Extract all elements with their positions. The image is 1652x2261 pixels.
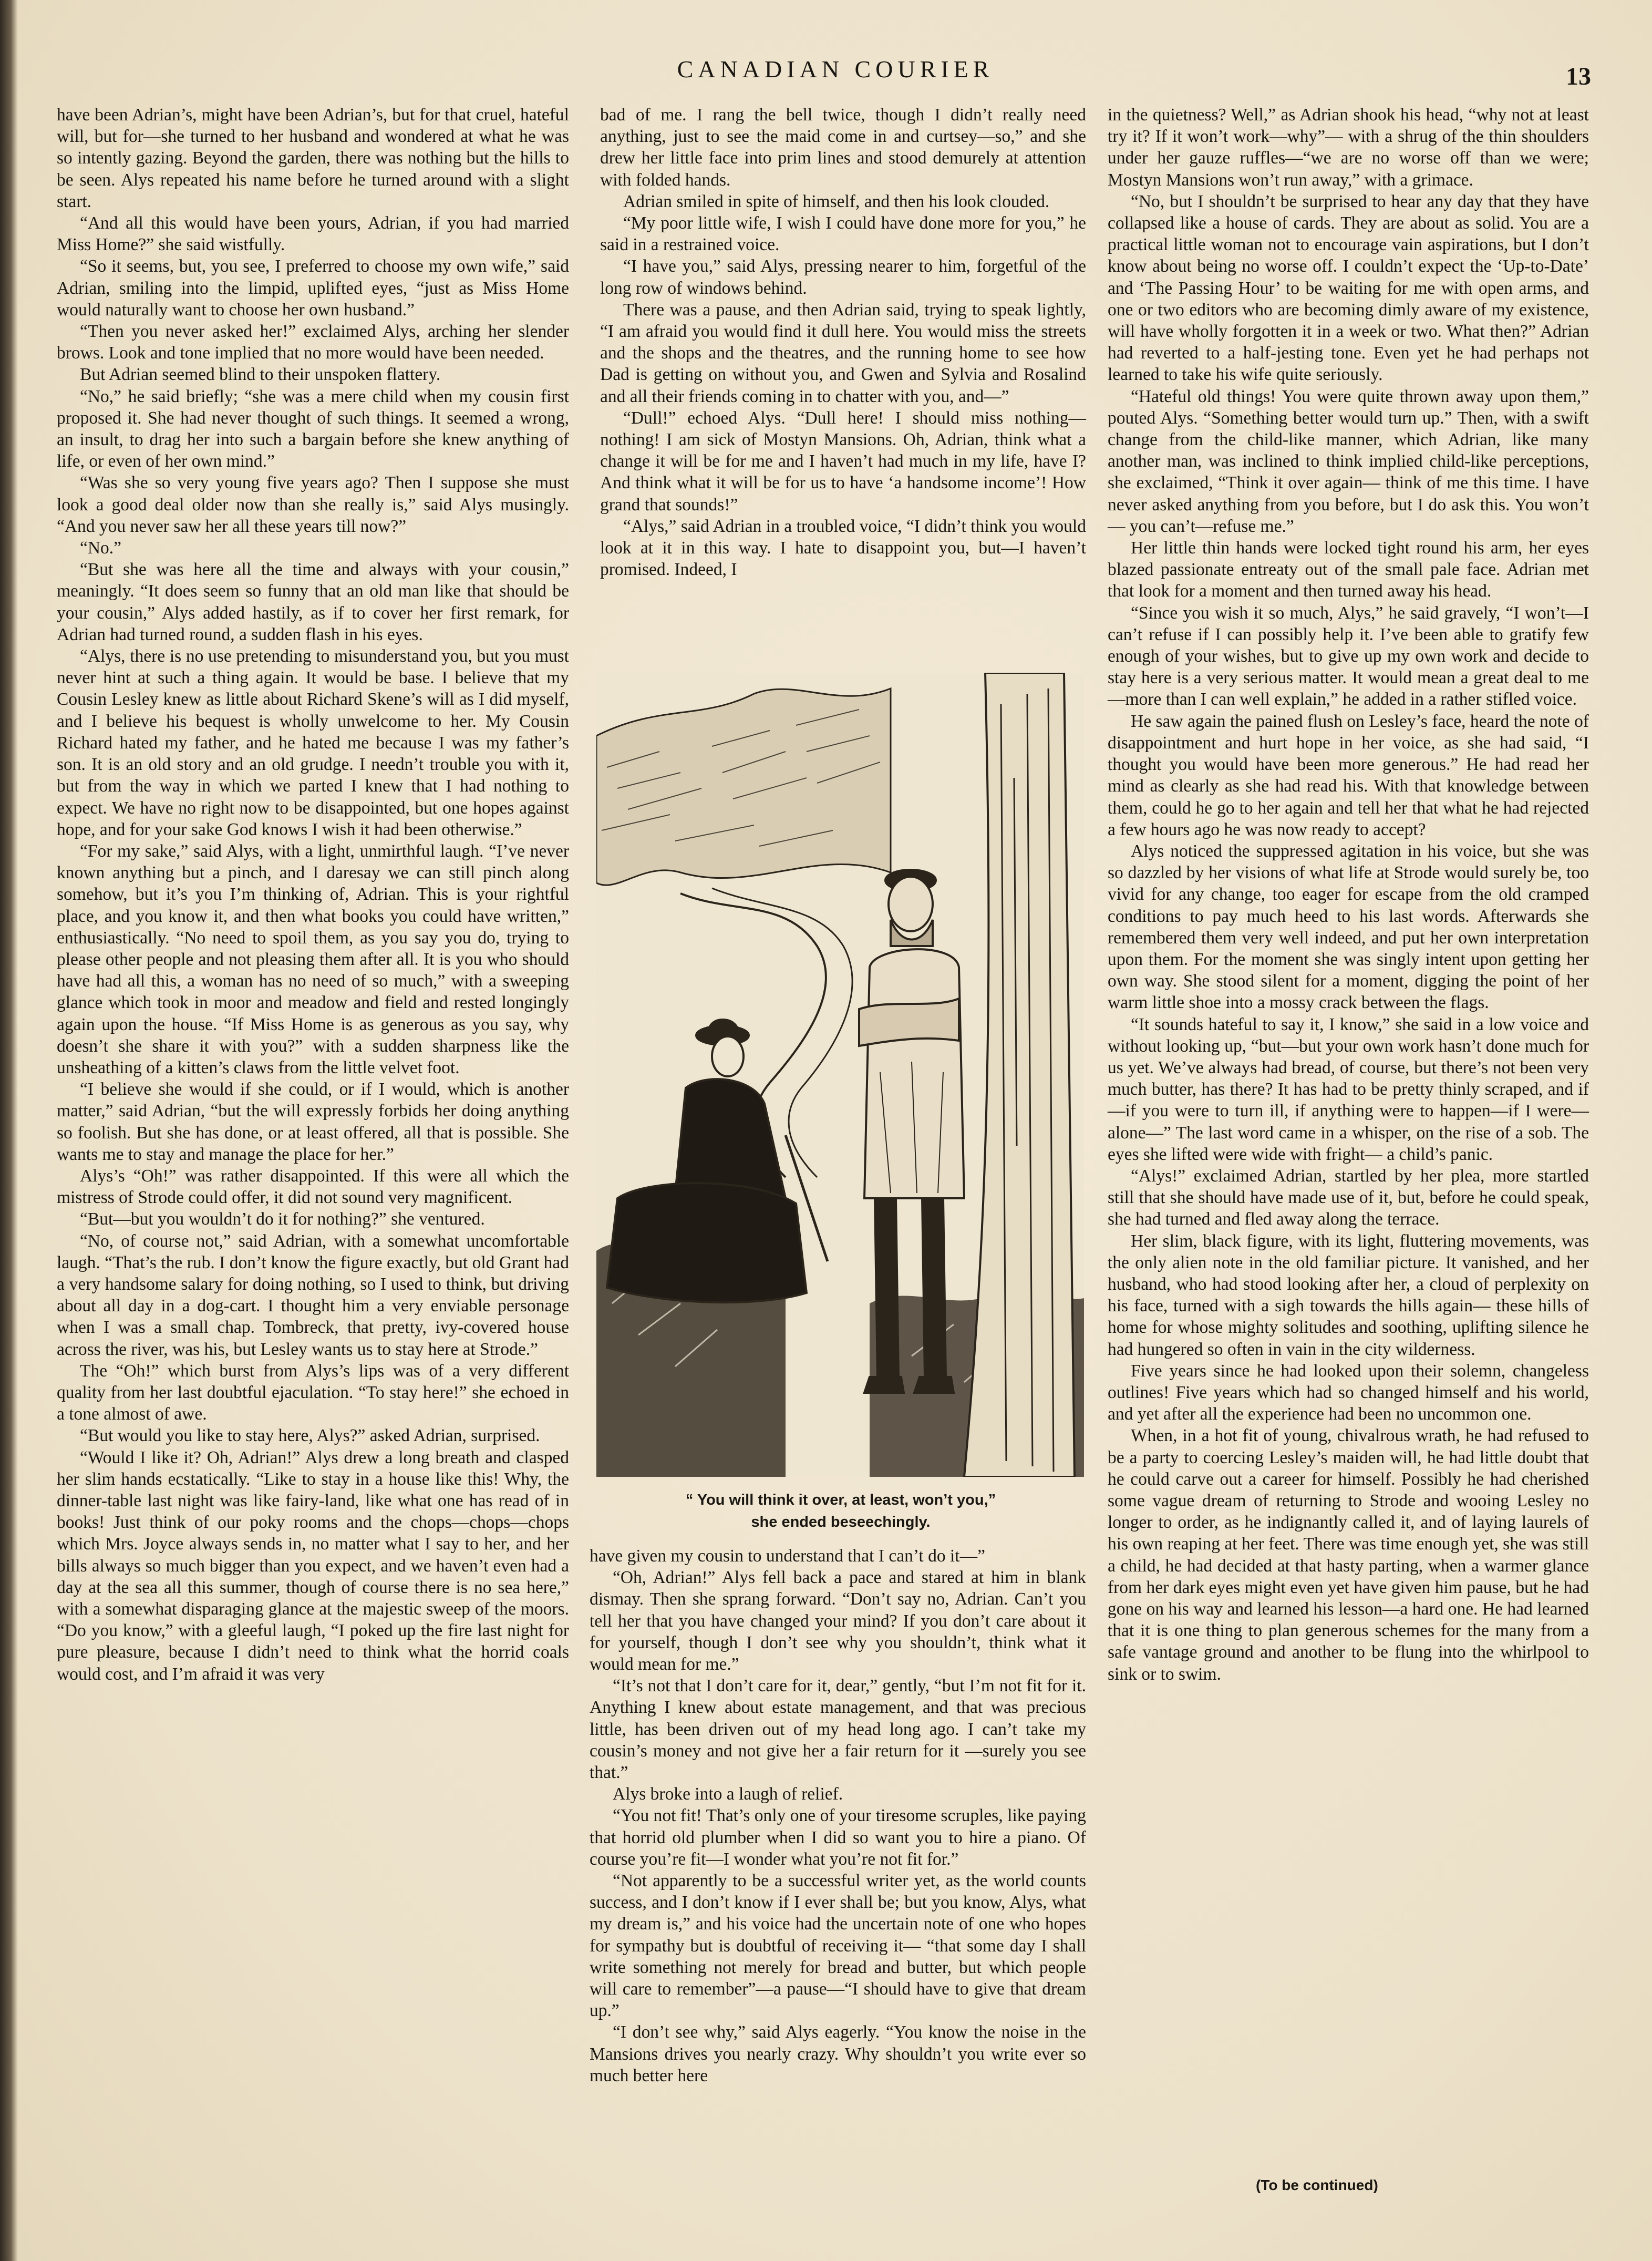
paragraph: Alys noticed the suppressed agitation in his voice, but she was so dazzled by her visions of what life at Strode would surely be, too vivid for any change, too eager for escape from the old cramped conditions to pay much heed to his last words. Afterwards she remembered them very well indeed, and put her own interpretation upon them. For the moment she was singly intent upon getting her own way. She stood silent for a moment, digging the point of her warm little shoe into a mossy crack between the flags. xyxy=(1108,841,1589,1013)
paragraph: “Dull!” echoed Alys. “Dull here! I should miss nothing—nothing! I am sick of Mostyn Mansions. Oh, Adrian, think what a change it will be for me and I haven’t had much in my life, have I? And think what it will be for us to have ‘a handsome income’! How grand that sounds!” xyxy=(600,408,1086,515)
paragraph: “And all this would have been yours, Adrian, if you had married Miss Home?” she said wistfully. xyxy=(57,213,569,255)
paragraph: When, in a hot fit of young, chivalrous wrath, he had refused to be a party to coercing Lesley’s maiden will, he had little doubt that he could carve out a career for himself. Possibly he had cherished some vague dream of returning to Strode and wooing Lesley no longer to order, as he indignantly called it, and of laying laurels of his own reaping at her feet. There was time enough yet, she was still a child, he had decided at that hasty parting, when a warmer glance from her dark eyes might even yet have given him pause, but he had gone on his way and learned his lesson—a hard one. He had learned that it is one thing to plan generous schemes for the many from a safe vantage ground and another to be flung into the whirlpool to sink or to swim. xyxy=(1108,1426,1589,1684)
paragraph: bad of me. I rang the bell twice, though I didn’t really need anything, just to see the maid come in and curtsey—so,” and she drew her little face into prim lines and stood demurely at attention with folded hands. xyxy=(600,105,1086,190)
paragraph: But Adrian seemed blind to their unspoken flattery. xyxy=(80,365,441,385)
paragraph: Adrian smiled in spite of himself, and then his look clouded. xyxy=(623,191,1050,211)
paragraph: “Was she so very young five years ago? Then I suppose she must look a good deal older now than she really is,” said Alys musingly. “And you never saw her all these years till now?” xyxy=(57,473,569,536)
paragraph: Her slim, black figure, with its light, fluttering movements, was the only alien note in the old familiar picture. It vanished, and her husband, who had stood looking after her, a cloud of perplexity on his face, turned with a sigh towards the hills again— these hills of home for whose mighty solitudes and soothing, uplifting silence he had hungered so often in vain in the city wilderness. xyxy=(1108,1231,1589,1359)
paragraph: “For my sake,” said Alys, with a light, unmirthful laugh. “I’ve never known anything but a pinch, and I daresay we can still pinch along somehow, but it’s you I’m thinking of, Adrian. This is your rightful place, and you know it, and then what books you could have written,” enthusiastically. “No need to spoil them, as you say you do, trying to please other people and not pleasing them after all. It is you who should have had all this, a woman has no need of so much,” with a sweeping glance which took in moor and meadow and field and rested longingly again upon the house. “If Miss Home is as generous as you say, why doesn’t she share it with you?” with a sudden sharpness like the unsheathing of a kitten’s claws from the little velvet foot. xyxy=(57,841,569,1077)
paragraph: have been Adrian’s, might have been Adrian’s, but for that cruel, hateful will, but for—she turned to her husband and wondered at what he was so intently gazing. Beyond the garden, there was nothing but the hills to be seen. Alys repeated his name before he turned around with a slight start. xyxy=(57,105,569,211)
paragraph: “Oh, Adrian!” Alys fell back a pace and stared at him in blank dismay. Then she sprang forward. “Don’t say no, Adrian. Can’t you tell her that you have changed your mind? If you don’t care about it for yourself, though I don’t see why you shouldn’t, think what it would mean for me.” xyxy=(590,1568,1086,1674)
paragraph: “No.” xyxy=(80,538,122,558)
paragraph: “I believe she would if she could, or if I would, which is another matter,” said Adrian, “but the will expressly forbids her doing anything so foolish. But she has done, or at least offered, all that is possible. She wants me to stay and manage the place for her.” xyxy=(57,1080,569,1164)
paragraph: “I have you,” said Alys, pressing nearer to him, forgetful of the long row of windows behind. xyxy=(600,256,1086,298)
paragraph: Alys’s “Oh!” was rather disappointed. If this were all which the mistress of Strode could offer, it did not sound very magnificent. xyxy=(57,1166,569,1208)
paragraph: “No, of course not,” said Adrian, with a somewhat uncomfortable laugh. “That’s the rub. I don’t know the figure exactly, but old Grant had a very handsome salary for doing nothing, so I used to think, but driving about all day in a dog-cart. I thought him a very enviable personage when I was a small chap. Tombreck, that pretty, ivy-covered house across the river, was his, but Lesley wants us to stay here at Strode.” xyxy=(57,1231,569,1359)
paragraph: “Would I like it? Oh, Adrian!” Alys drew a long breath and clasped her slim hands ecstatically. “Like to stay in a house like this! Why, the dinner-table last night was like fairy-land, like what one has read of in books! Just think of our poky rooms and the chops—chops—chops which Mrs. Joyce always sends in, no matter what I say to her, and her bills always so much bigger than you expect, and we haven’t even had a day at the sea all this summer, though of course there is no sea here,” with a somewhat disparaging glance at the majestic sweep of the moors. “Do you know,” with a gleeful laugh, “I poked up the fire last night for pure pleasure, because I didn’t need to think what the horrid coals would cost, and I’m afraid it was very xyxy=(57,1447,569,1684)
paragraph: “Then you never asked her!” exclaimed Alys, arching her slender brows. Look and tone implied that no more would have been needed. xyxy=(57,322,569,363)
paragraph: in the quietness? Well,” as Adrian shook his head, “why not at least try it? If it won’t work—why”— with a shrug of the thin shoulders under her gauze ruffles—“we are no worse off than we were; Mostyn Mansions won’t run away,” with a grimace. xyxy=(1108,105,1589,190)
text-column-2-top xyxy=(600,104,1086,580)
to-be-continued-note: (To be continued) xyxy=(1256,2177,1378,2193)
text-column-2-bottom xyxy=(590,1545,1086,2087)
page-number: 13 xyxy=(1566,63,1591,90)
paragraph: Five years since he had looked upon their solemn, changeless outlines! Five years which had so changed himself and his world, and yet after all the experience had been no uncommon one. xyxy=(1108,1361,1589,1424)
paragraph: “But—but you wouldn’t do it for nothing?” she ventured. xyxy=(80,1209,485,1229)
caption-line-1: “ You will think it over, at least, won’t you,” xyxy=(685,1492,996,1508)
paragraph: “Not apparently to be a successful writer yet, as the world counts success, and I don’t know if I ever shall be; but you know, Alys, what my dream is,” and his voice had the uncertain note of one who hopes for sympathy but is doubtful of receiving it— “that some day I shall write something not merely for bread and butter, but which people will care to remember”—a pause—“I should have to give that dream up.” xyxy=(590,1871,1086,2021)
paragraph: have given my cousin to understand that I can’t do it—” xyxy=(590,1546,985,1566)
paragraph: Alys broke into a laugh of relief. xyxy=(613,1784,843,1804)
text-column-1 xyxy=(57,104,569,1685)
paragraph: “Alys,” said Adrian in a troubled voice, “I didn’t think you would look at it in this way. I hate to disappoint you, but—I haven’t promised. Indeed, I xyxy=(600,516,1086,580)
paragraph: “It sounds hateful to say it, I know,” she said in a low voice and without looking up, “but—but your own work hasn’t done much for us yet. We’ve always had bread, of course, but there’s not been very much butter, has there? It has had to be pretty thinly scraped, and if—if you were to turn ill, if anything were to happen—if I were—alone—” The last word came in a whisper, on the rise of a sob. The eyes she lifted were wide with fright— a child’s panic. xyxy=(1108,1014,1589,1164)
paragraph: “No,” he said briefly; “she was a mere child when my cousin first proposed it. She had never thought of such things. It seemed a wrong, an insult, to drag her into such a bargain before she knew anything of life, or even of her own mind.” xyxy=(57,386,569,471)
illustration-caption xyxy=(583,1489,1098,1533)
paragraph: “So it seems, but, you see, I preferred to choose my own wife,” said Adrian, smiling into the limpid, uplifted eyes, “just as Miss Home would naturally want to choose her own husband.” xyxy=(57,256,569,320)
paragraph: The “Oh!” which burst from Alys’s lips was of a very different quality from her last doubtful ejaculation. “To stay here!” she echoed in a tone almost of awe. xyxy=(57,1361,569,1424)
paragraph: “But she was here all the time and always with your cousin,” meaningly. “It does seem so funny that an old man like that should be your cousin,” Alys added hastily, as if to cover her first remark, for Adrian had turned round, a sudden flash in his eyes. xyxy=(57,560,569,644)
paragraph: “You not fit! That’s only one of your tiresome scruples, like paying that horrid old plumber when I did so want you to hire a piano. Of course you’re fit—I wonder what you’re not fit for.” xyxy=(590,1806,1086,1869)
text-column-3 xyxy=(1108,104,1589,1685)
paragraph: There was a pause, and then Adrian said, trying to speak lightly, “I am afraid you would find it dull here. You would miss the streets and the shops and the theatres, and the running home to see how Dad is getting on without you, and Gwen and Sylvia and Rosalind and all their friends coming in to chatter with you, and—” xyxy=(600,300,1086,406)
paragraph: “But would you like to stay here, Alys?” asked Adrian, surprised. xyxy=(80,1426,540,1446)
binding-gutter xyxy=(0,0,18,2261)
paragraph: “Since you wish it so much, Alys,” he said gravely, “I won’t—I can’t refuse if I can possibly help it. I’ve been able to gratify few enough of your wishes, but to give up my own work and decide to stay here is a very serious matter. It would mean a great deal to me—more than I can well explain,” he added in a rather stifled voice. xyxy=(1108,603,1589,710)
paragraph: “I don’t see why,” said Alys eagerly. “You know the noise in the Mansions drives you nearly crazy. Why shouldn’t you write ever so much better here xyxy=(590,2022,1086,2085)
paragraph: Her little thin hands were locked tight round his arm, her eyes blazed passionate entreaty out of the small pale face. Adrian met that look for a moment and then turned away his head. xyxy=(1108,538,1589,601)
paragraph: “No, but I shouldn’t be surprised to hear any day that they have collapsed like a house of cards. They are about as solid. You are a practical little woman not to encourage vain aspirations, but I don’t know about being no worse off. I couldn’t expect the ‘Up-to-Date’ and ‘The Passing Hour’ to be waiting for me with open arms, and one or two editors who are becoming dimly aware of my existence, will have wholly forgotten it in a week or two. What then?” Adrian had reverted to a half-jesting tone. Even yet he had perhaps not learned to take his wife quite seriously. xyxy=(1108,191,1589,385)
paragraph: “Alys, there is no use pretending to misunderstand you, but you must never hint at such a thing again. It would be base. I believe that my Cousin Lesley knew as little about Richard Skene’s will as I did myself, and I believe his bequest is wholly unwelcome to her. My Cousin Richard hated my father, and he hated me because I was my father’s son. It is an old story and an old grudge. I needn’t trouble you with it, but from the way in which we parted I knew that I had nothing to expect. We have no right now to be disappointed, but one hopes against hope, and for your sake God knows I wish it had been otherwise.” xyxy=(57,646,569,839)
paragraph: He saw again the pained flush on Lesley’s face, heard the note of disappointment and hurt hope in her voice, as she had said, “I thought you would have been more generous.” He had read her mind as clearly as she had read his. With that knowledge between them, could he go to her again and tell her that what he had rejected a few hours ago he was now ready to accept? xyxy=(1108,711,1589,839)
paragraph: “It’s not that I don’t care for it, dear,” gently, “but I’m not fit for it. Anything I knew about estate management, and that was precious little, has been driven out of my head long ago. I can’t take my cousin’s money and not give her a fair return for it —surely you see that.” xyxy=(590,1676,1086,1783)
story-illustration xyxy=(596,673,1084,1477)
magazine-header: CANADIAN COURIER xyxy=(677,56,994,83)
paragraph: “My poor little wife, I wish I could have done more for you,” he said in a restrained voice. xyxy=(600,213,1086,255)
paragraph: “Alys!” exclaimed Adrian, startled by her plea, more startled still that she should have made use of it, but, before he could speak, she had turned and fled away along the terrace. xyxy=(1108,1166,1589,1229)
paragraph: “Hateful old things! You were quite thrown away upon them,” pouted Alys. “Something better would turn up.” Then, with a swift change from the child-like manner, which Adrian, like many another man, was inclined to think implied child-like perceptions, she exclaimed, “Think it over again— think of me this time. I have never asked anything from you before, but I do ask this. You won’t— you can’t—refuse me.” xyxy=(1108,386,1589,536)
caption-line-2: she ended beseechingly. xyxy=(751,1514,931,1530)
